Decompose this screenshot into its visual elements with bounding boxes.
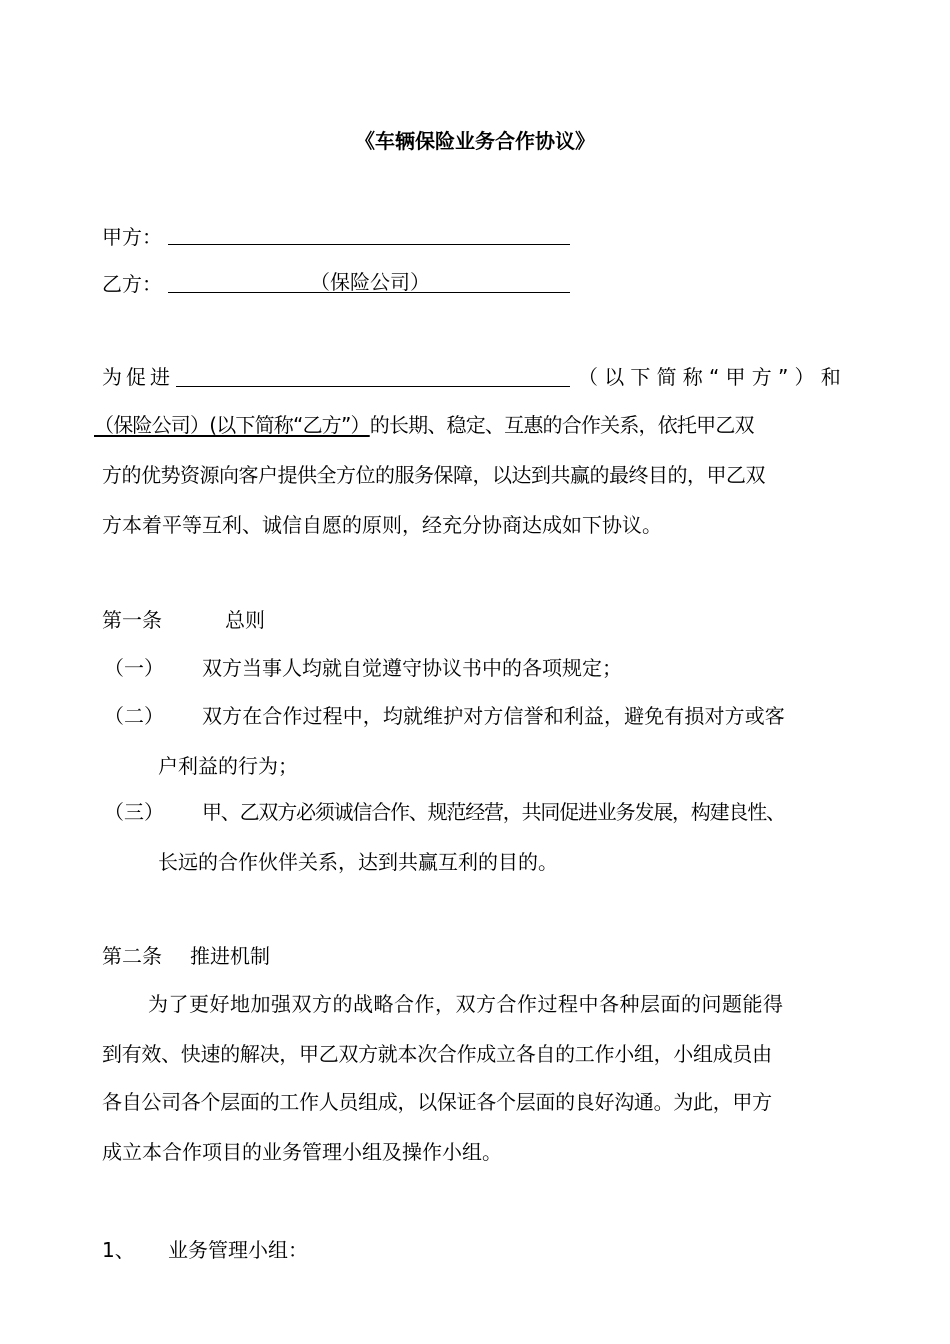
preamble-line2 [94,411,754,439]
article2-para-line2: 到有效、快速的解决，甲乙双方就本次合作成立各自的工作小组，小组成员由 [102,1042,772,1066]
article1-item2-line2: 户利益的行为； [158,754,298,778]
section1-number: 1、 [102,1238,135,1262]
article1-item3-number: （三） [104,800,164,824]
article2-para-line3: 各自公司各个层面的工作人员组成，以保证各个层面的良好沟通。为此，甲方 [102,1090,772,1114]
party-b-label: 乙方： [102,272,162,296]
party-b-fill: （保险公司） [310,270,430,294]
article2-title: 推进机制 [190,944,270,968]
article1-number: 第一条 [102,608,162,632]
article1-item2-line1: 双方在合作过程中，均就维护对方信誉和利益，避免有损对方或客 [202,704,785,728]
article1-item3-line1: 甲、乙双方必须诚信合作、规范经营，共同促进业务发展，构建良性、 [202,800,785,824]
article1-item1-text: 双方当事人均就自觉遵守协议书中的各项规定； [202,656,622,680]
article1-item3-line2: 长远的合作伙伴关系，达到共赢互利的目的。 [158,850,558,874]
article2-para-line1: 为了更好地加强双方的战略合作，双方合作过程中各种层面的问题能得 [148,992,784,1016]
preamble-blank [176,386,570,387]
document-title: 《车辆保险业务合作协议》 [355,129,595,153]
preamble-line2-underlined: （保险公司）(以下简称“乙方”） [94,413,370,437]
section1-title: 业务管理小组： [168,1238,308,1262]
article2-para-line4: 成立本合作项目的业务管理小组及操作小组。 [102,1140,502,1164]
article1-item2-number: （二） [104,704,164,728]
preamble-line3: 方的优势资源向客户提供全方位的服务保障，以达到共赢的最终目的，甲乙双 [102,463,765,487]
preamble-line1-end: （以下简称“甲方”）和 [578,365,847,389]
party-a-label: 甲方： [102,225,162,249]
article1-title: 总则 [225,608,265,632]
preamble-line2-rest: 的长期、稳定、互惠的合作关系，依托甲乙双 [369,413,754,437]
preamble-line1-start: 为促进 [102,365,174,389]
article1-item1-number: （一） [104,656,164,680]
article2-number: 第二条 [102,944,162,968]
preamble-line4: 方本着平等互利、诚信自愿的原则，经充分协商达成如下协议。 [102,513,662,537]
party-a-blank [168,244,570,245]
